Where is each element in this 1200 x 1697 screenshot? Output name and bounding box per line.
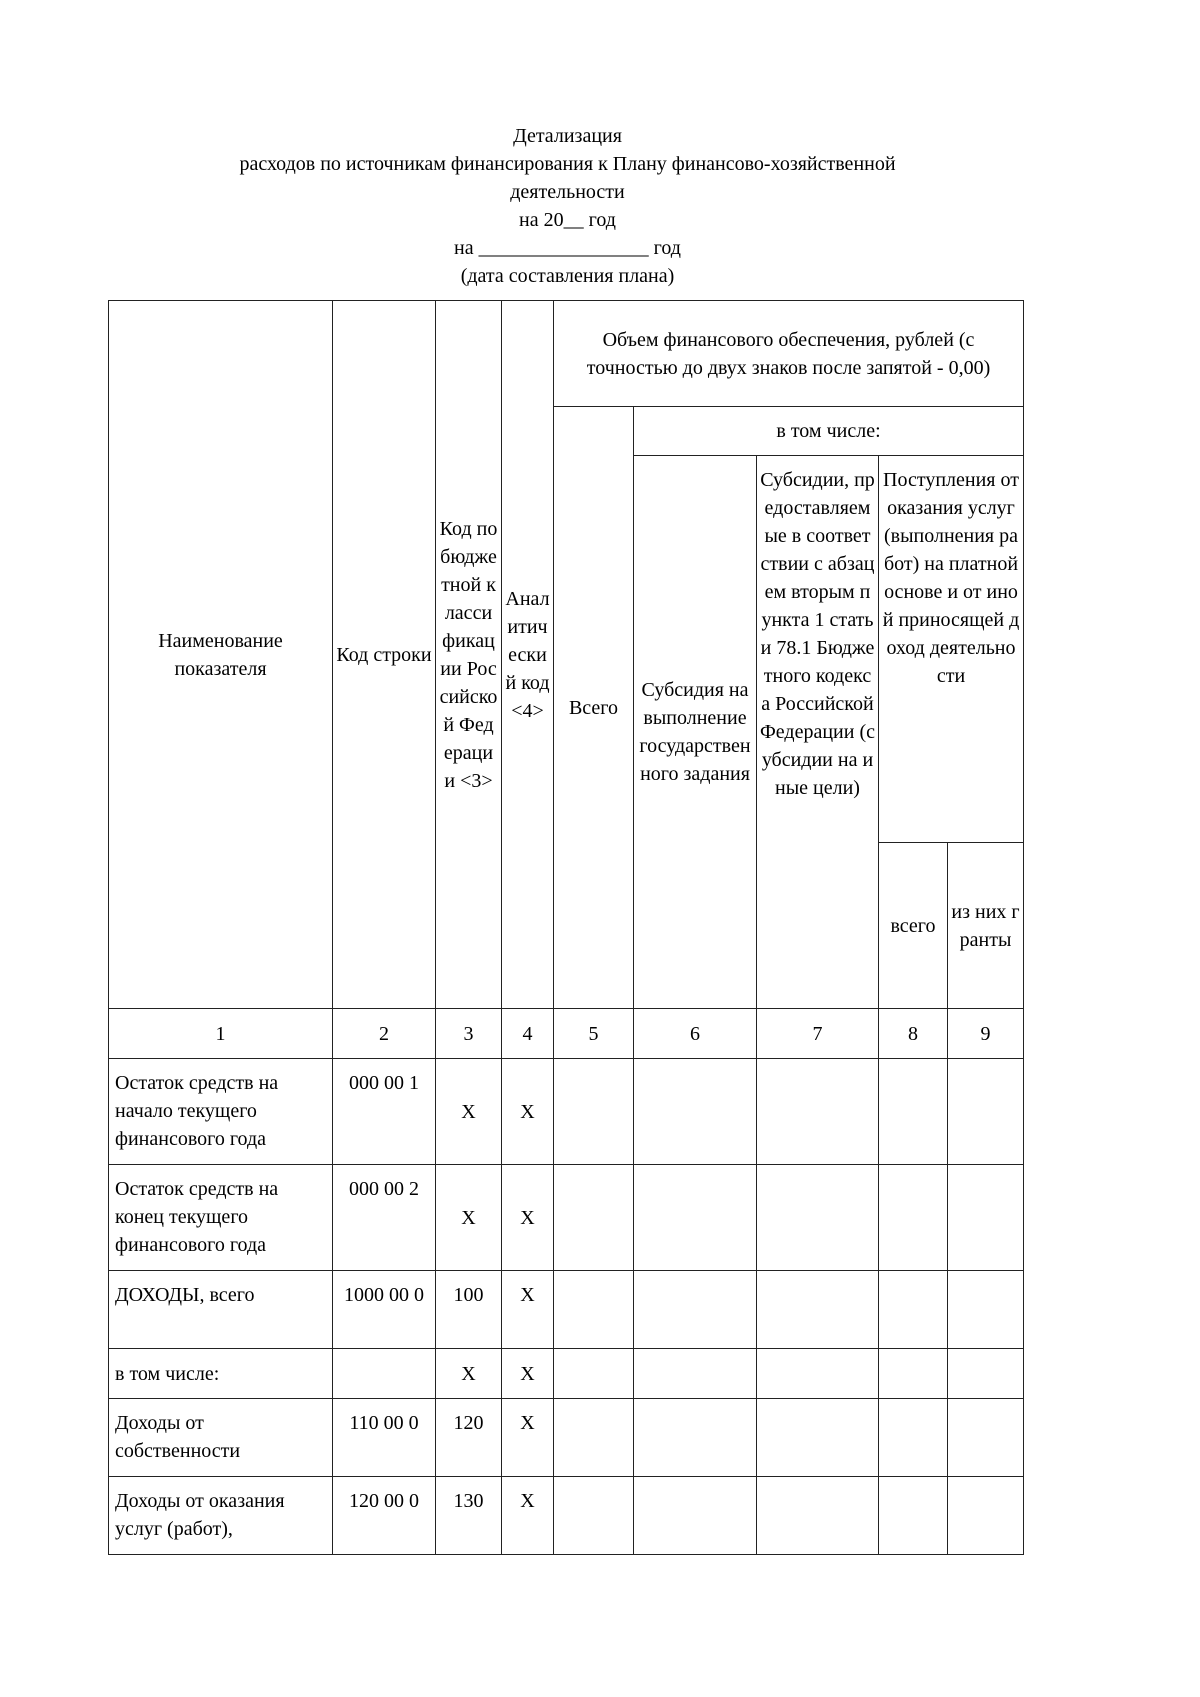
- row-analytic-code: X: [502, 1165, 554, 1271]
- header-budget-code: Код по бюджетной классификации Российской Федерации <3>: [436, 301, 502, 1009]
- value-cell: [879, 1271, 948, 1349]
- row-name: Доходы от оказания услуг (работ),: [109, 1477, 333, 1555]
- column-number: 8: [879, 1009, 948, 1059]
- row-name: Остаток средств на начало текущего финансового года: [109, 1059, 333, 1165]
- value-cell: [757, 1059, 879, 1165]
- value-cell: [554, 1165, 634, 1271]
- value-cell: [634, 1477, 757, 1555]
- value-cell: [554, 1399, 634, 1477]
- value-cell: [634, 1165, 757, 1271]
- title-subject-continued: деятельности: [510, 181, 625, 203]
- column-number: 4: [502, 1009, 554, 1059]
- title-year: на 20__ год: [519, 209, 616, 231]
- value-cell: [879, 1399, 948, 1477]
- row-code: 120 00 0: [333, 1477, 436, 1555]
- column-number: 6: [634, 1009, 757, 1059]
- column-number: 1: [109, 1009, 333, 1059]
- column-number-row: [109, 1009, 1024, 1059]
- header-paid-services: Поступления от оказания услуг (выполнения работ) на платной основе и от иной приносящей доход деятельности: [879, 456, 1024, 843]
- title-date-line: на _________________ год: [454, 237, 681, 259]
- value-cell: [757, 1477, 879, 1555]
- value-cell: [634, 1349, 757, 1399]
- row-code: 110 00 0: [333, 1399, 436, 1477]
- title-date-caption: (дата составления плана): [460, 265, 675, 287]
- row-code: [333, 1349, 436, 1399]
- detail-table: [108, 300, 1024, 1555]
- row-budget-code: 120: [436, 1399, 502, 1477]
- column-number: 3: [436, 1009, 502, 1059]
- value-cell: [757, 1349, 879, 1399]
- row-budget-code: X: [436, 1059, 502, 1165]
- value-cell: [554, 1271, 634, 1349]
- value-cell: [757, 1399, 879, 1477]
- row-budget-code: 130: [436, 1477, 502, 1555]
- header-total: Всего: [554, 407, 634, 1009]
- value-cell: [948, 1271, 1024, 1349]
- value-cell: [879, 1165, 948, 1271]
- header-row-code: Код строки: [333, 301, 436, 1009]
- value-cell: [948, 1349, 1024, 1399]
- row-analytic-code: X: [502, 1059, 554, 1165]
- value-cell: [634, 1059, 757, 1165]
- row-code: 000 00 2: [333, 1165, 436, 1271]
- title-subject: расходов по источникам финансирования к Плану финансово-хозяйственной: [239, 153, 896, 175]
- document-title-block: [0, 122, 1135, 290]
- row-code: 1000 00 0: [333, 1271, 436, 1349]
- row-budget-code: X: [436, 1165, 502, 1271]
- row-code: 000 00 1: [333, 1059, 436, 1165]
- value-cell: [634, 1271, 757, 1349]
- value-cell: [554, 1059, 634, 1165]
- value-cell: [879, 1477, 948, 1555]
- value-cell: [757, 1271, 879, 1349]
- column-number: 2: [333, 1009, 436, 1059]
- table-row: [109, 1059, 1024, 1165]
- value-cell: [554, 1349, 634, 1399]
- row-name: в том числе:: [109, 1349, 333, 1399]
- row-budget-code: 100: [436, 1271, 502, 1349]
- header-including: в том числе:: [634, 407, 1024, 456]
- row-analytic-code: X: [502, 1349, 554, 1399]
- header-paid-grants: из них гранты: [948, 843, 1024, 1009]
- row-budget-code: X: [436, 1349, 502, 1399]
- value-cell: [948, 1399, 1024, 1477]
- column-number: 5: [554, 1009, 634, 1059]
- value-cell: [948, 1059, 1024, 1165]
- value-cell: [757, 1165, 879, 1271]
- value-cell: [554, 1477, 634, 1555]
- header-analytic-code: Аналитический код <4>: [502, 301, 554, 1009]
- row-name: Остаток средств на конец текущего финансового года: [109, 1165, 333, 1271]
- table-row: [109, 1349, 1024, 1399]
- row-analytic-code: X: [502, 1271, 554, 1349]
- header-volume: Объем финансового обеспечения, рублей (с точностью до двух знаков после запятой - 0,00): [554, 301, 1024, 407]
- table-row: [109, 1165, 1024, 1271]
- value-cell: [879, 1349, 948, 1399]
- header-subsidy-task: Субсидия на выполнение государственного задания: [634, 456, 757, 1009]
- row-name: Доходы от собственности: [109, 1399, 333, 1477]
- value-cell: [948, 1165, 1024, 1271]
- value-cell: [879, 1059, 948, 1165]
- table-row: [109, 1271, 1024, 1349]
- column-number: 9: [948, 1009, 1024, 1059]
- row-name: ДОХОДЫ, всего: [109, 1271, 333, 1349]
- row-analytic-code: X: [502, 1477, 554, 1555]
- value-cell: [634, 1399, 757, 1477]
- value-cell: [948, 1477, 1024, 1555]
- header-paid-total: всего: [879, 843, 948, 1009]
- header-name: Наименование показателя: [109, 301, 333, 1009]
- title-heading: Детализация: [513, 125, 622, 147]
- column-number: 7: [757, 1009, 879, 1059]
- table-row: [109, 1477, 1024, 1555]
- row-analytic-code: X: [502, 1399, 554, 1477]
- header-subsidy-other: Субсидии, предоставляемые в соответствии с абзацем вторым пункта 1 статьи 78.1 Бюджетного кодекса Российской Федерации (субсидии на иные цели): [757, 456, 879, 1009]
- table-row: [109, 1399, 1024, 1477]
